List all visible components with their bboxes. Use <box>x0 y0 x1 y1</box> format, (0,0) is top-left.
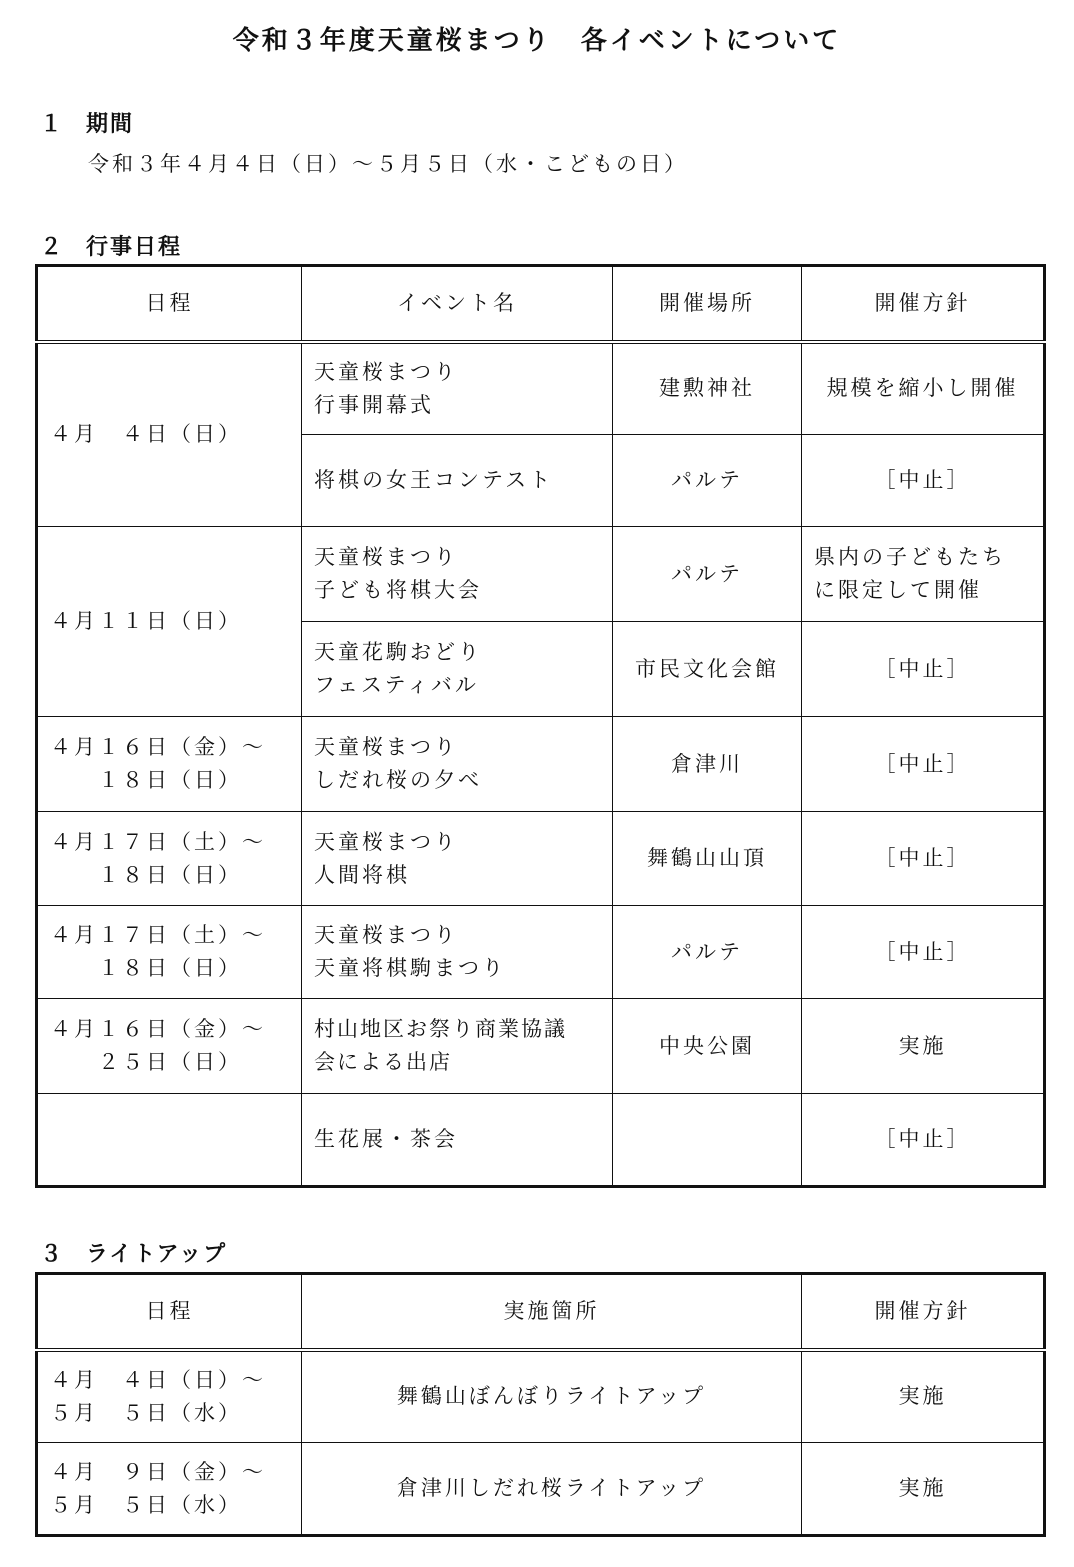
event-cell: 天童桜まつり 子ども将棋大会 <box>302 527 613 622</box>
event-cell: 天童桜まつり 人間将棋 <box>302 812 613 906</box>
event-cell: 将棋の女王コンテスト <box>302 435 613 527</box>
section-schedule-heading <box>0 230 182 261</box>
event-cell: 天童桜まつり しだれ桜の夕べ <box>302 717 613 812</box>
policy-cell: ［中止］ <box>802 812 1045 906</box>
event-cell: 生花展・茶会 <box>302 1094 613 1187</box>
policy-cell: 実施 <box>802 1350 1045 1443</box>
section-period-heading <box>0 107 134 138</box>
venue-cell: パルテ <box>613 906 802 999</box>
event-cell: 天童桜まつり 天童将棋駒まつり <box>302 906 613 999</box>
date-cell: ４月１６日（金）～ ２５日（日） <box>37 999 302 1094</box>
place-cell: 倉津川しだれ桜ライトアップ <box>302 1443 802 1536</box>
section-number: ２ <box>40 235 65 260</box>
venue-cell: 建勲神社 <box>613 342 802 435</box>
table-header-row <box>37 1274 1045 1350</box>
date-cell: ４月 ４日（日）～ ５月 ５日（水） <box>37 1350 302 1443</box>
venue-cell <box>613 1094 802 1187</box>
policy-cell: 実施 <box>802 999 1045 1094</box>
venue-cell: 市民文化会館 <box>613 622 802 717</box>
date-cell: ４月１６日（金）～ １８日（日） <box>37 717 302 812</box>
column-header: イベント名 <box>302 266 613 342</box>
policy-cell: ［中止］ <box>802 435 1045 527</box>
date-cell: ４月１１日（日） <box>37 527 302 717</box>
schedule-table <box>35 264 1046 1188</box>
policy-cell: ［中止］ <box>802 622 1045 717</box>
date-cell <box>37 1094 302 1187</box>
policy-cell: ［中止］ <box>802 1094 1045 1187</box>
venue-cell: 舞鶴山山頂 <box>613 812 802 906</box>
section-title: 期間 <box>86 112 135 137</box>
table-row <box>37 906 1045 999</box>
section-lightup-heading <box>0 1237 227 1268</box>
venue-cell: パルテ <box>613 527 802 622</box>
policy-cell: 県内の子どもたち に限定して開催 <box>802 527 1045 622</box>
table-header-row <box>37 266 1045 342</box>
section-title: ライトアップ <box>86 1242 228 1267</box>
event-cell: 天童花駒おどり フェスティバル <box>302 622 613 717</box>
period-text: 令和３年４月４日（日）～５月５日（水・こどもの日） <box>88 152 688 176</box>
policy-cell: ［中止］ <box>802 717 1045 812</box>
policy-cell: 規模を縮小し開催 <box>802 342 1045 435</box>
date-cell: ４月１７日（土）～ １８日（日） <box>37 812 302 906</box>
section-title: 行事日程 <box>86 235 183 260</box>
table-row <box>37 999 1045 1094</box>
table-row <box>37 342 1045 435</box>
column-header: 日程 <box>37 1274 302 1350</box>
policy-cell: 実施 <box>802 1443 1045 1536</box>
column-header: 開催方針 <box>802 266 1045 342</box>
venue-cell: 倉津川 <box>613 717 802 812</box>
table-row <box>37 1443 1045 1536</box>
event-cell: 天童桜まつり 行事開幕式 <box>302 342 613 435</box>
lightup-table <box>35 1272 1046 1537</box>
date-cell: ４月 ９日（金）～ ５月 ５日（水） <box>37 1443 302 1536</box>
table-row <box>37 1350 1045 1443</box>
venue-cell: 中央公園 <box>613 999 802 1094</box>
column-header: 実施箇所 <box>302 1274 802 1350</box>
page-title: 令和３年度天童桜まつり 各イベントについて <box>232 26 842 56</box>
table-row <box>37 527 1045 622</box>
date-cell: ４月１７日（土）～ １８日（日） <box>37 906 302 999</box>
section-number: ３ <box>40 1242 65 1267</box>
table-row <box>37 1094 1045 1187</box>
section-number: １ <box>40 112 65 137</box>
table-row <box>37 717 1045 812</box>
column-header: 開催方針 <box>802 1274 1045 1350</box>
place-cell: 舞鶴山ぼんぼりライトアップ <box>302 1350 802 1443</box>
policy-cell: ［中止］ <box>802 906 1045 999</box>
date-cell: ４月 ４日（日） <box>37 342 302 527</box>
column-header: 開催場所 <box>613 266 802 342</box>
venue-cell: パルテ <box>613 435 802 527</box>
event-cell: 村山地区お祭り商業協議 会による出店 <box>302 999 613 1094</box>
table-row <box>37 812 1045 906</box>
column-header: 日程 <box>37 266 302 342</box>
